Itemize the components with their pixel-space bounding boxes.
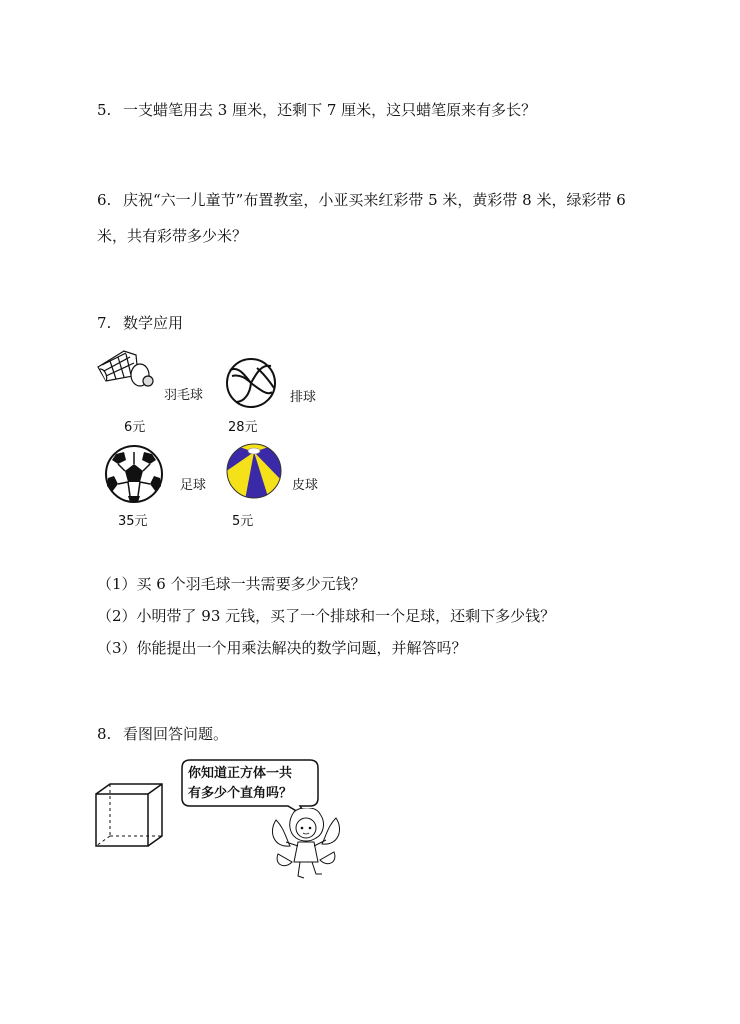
question-number: 7.	[97, 314, 112, 332]
item-price-volleyball: 28元	[228, 420, 258, 435]
item-label-beachball: 皮球	[292, 478, 319, 493]
question-number: 5.	[97, 101, 112, 119]
question-text-line1: 庆祝“六一儿童节”布置教室，小亚买来红彩带 5 米，黄彩带 8 米，绿彩带 6	[123, 191, 626, 209]
question-8	[97, 724, 228, 744]
question-7	[97, 313, 183, 333]
question-number: 6.	[97, 191, 112, 209]
volleyball-icon	[224, 356, 278, 410]
item-label-volleyball: 排球	[290, 390, 317, 405]
item-label-soccer: 足球	[180, 478, 207, 493]
cube-diagram	[92, 780, 164, 850]
bubble-text-line1: 你知道正方体一共	[188, 766, 293, 781]
item-label-badminton: 羽毛球	[164, 388, 204, 403]
beach-ball-icon	[225, 442, 283, 500]
sub-question-1: （1）买 6 个羽毛球一共需要多少元钱？	[97, 575, 366, 593]
item-price-soccer: 35元	[118, 514, 148, 529]
fairy-girl-illustration	[270, 808, 342, 884]
question-title: 看图回答问题。	[123, 725, 229, 743]
question-text: 一支蜡笔用去 3 厘米，还剩下 7 厘米，这只蜡笔原来有多长？	[123, 101, 537, 119]
bubble-text-line2: 有多少个直角吗？	[188, 786, 293, 801]
question-6	[97, 190, 626, 210]
soccer-ball-icon	[104, 444, 164, 504]
item-price-badminton: 6元	[124, 420, 146, 435]
badminton-shuttlecock-icon	[96, 345, 160, 397]
question-5	[97, 100, 536, 120]
item-price-beachball: 5元	[232, 514, 254, 529]
question-number: 8.	[97, 725, 112, 743]
sub-question-3: （3）你能提出一个用乘法解决的数学问题，并解答吗？	[97, 639, 467, 657]
question-title: 数学应用	[123, 314, 184, 332]
sub-question-2: （2）小明带了 93 元钱，买了一个排球和一个足球，还剩下多少钱？	[97, 607, 556, 625]
question-6-line2: 米，共有彩带多少米？	[97, 227, 248, 245]
